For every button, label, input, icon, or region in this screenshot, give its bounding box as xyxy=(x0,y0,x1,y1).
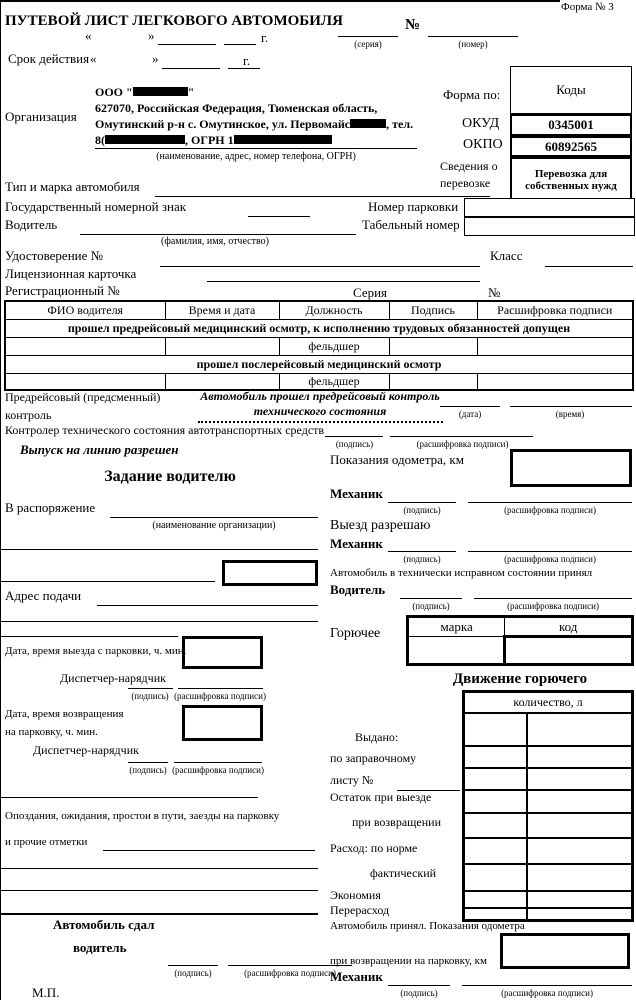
perevozka-box xyxy=(510,157,632,203)
fuel-type-table xyxy=(406,615,634,666)
controller-label: Контролер технического состояния автотранспортных средств xyxy=(5,423,325,437)
okpo-value-box xyxy=(510,136,632,157)
delays-label-1: Опоздания, ожидания, простои в пути, заезды на парковку xyxy=(5,810,280,822)
fuel-row-listu xyxy=(464,768,633,790)
fuel-cell xyxy=(464,813,527,838)
udostoverenie-line xyxy=(160,266,480,267)
notes-blank-line-2 xyxy=(0,868,318,869)
odometer-value-box xyxy=(510,449,632,487)
redaction-bar xyxy=(133,87,188,96)
car-accepted-label-1: Автомобиль принял. Показания одометра xyxy=(330,920,525,932)
form-number-note: Форма № 3 xyxy=(561,1,614,13)
parking-number-box xyxy=(464,198,635,217)
task-blank-line-1 xyxy=(0,549,318,550)
dispatcher1-signature-line xyxy=(128,688,173,689)
redaction-bar xyxy=(105,135,185,144)
org-phone-prefix: 8( xyxy=(95,133,105,147)
task-blank-line-2 xyxy=(0,581,215,582)
org-name-caption: (наименование организации) xyxy=(152,520,276,531)
signature-name-caption: (расшифровка подписи) xyxy=(504,554,596,564)
fuel-marka-cell xyxy=(408,637,505,665)
tab-number-label: Табельный номер xyxy=(362,217,460,232)
mechanic1-signature-line xyxy=(388,502,456,503)
fuel-kod-cell xyxy=(505,637,633,665)
parking-number-label: Номер парковки xyxy=(368,199,459,214)
okud-value-box xyxy=(510,114,632,136)
good-condition-label: Автомобиль в технически исправном состоянии принял xyxy=(330,567,593,579)
signature-name-caption: (расшифровка подписи) xyxy=(172,765,264,775)
fuel-label-rashod-fact: фактический xyxy=(370,866,437,880)
signature-name-caption: (расшифровка подписи) xyxy=(501,988,593,998)
delays-label-2: и прочие отметки xyxy=(5,836,88,848)
fuel-cell xyxy=(464,746,527,768)
fuel-marka-header: марка xyxy=(408,617,505,637)
dispatcher2-signature-line xyxy=(128,762,168,763)
mechanic2-signature-line xyxy=(388,551,456,552)
redaction-bar xyxy=(350,119,386,128)
fuel-label-zapravochny: по заправочному xyxy=(330,751,417,765)
mechanic3-name-line xyxy=(462,985,632,986)
number-sign: № xyxy=(405,17,421,33)
signature-caption: (подпись) xyxy=(131,691,169,701)
tech-control-passed-1: Автомобиль прошел предрейсовый контроль xyxy=(200,389,440,403)
fuel-label-ekonomia: Экономия xyxy=(330,888,381,902)
driver-task-title: Задание водителю xyxy=(104,468,236,485)
fuel-cell xyxy=(464,790,527,813)
fuel-label-vydano: Выдано: xyxy=(355,730,399,744)
departure-allowed-label: Выезд разрешаю xyxy=(330,518,431,533)
fuel-type-data-row xyxy=(408,637,633,665)
notes-blank-line-1 xyxy=(0,797,258,798)
med-feldsher-2: фельдшер xyxy=(279,373,389,390)
organization-underline xyxy=(95,148,417,149)
series-blank-line xyxy=(338,36,398,37)
mechanic-label-2: Механик xyxy=(330,536,383,551)
redaction-bar xyxy=(234,135,332,144)
v-rasporyazhenie-line xyxy=(110,517,318,518)
okpo-value: 60892565 xyxy=(545,138,597,154)
mechanic-label-3: Механик xyxy=(330,969,383,984)
fuel-qty-header-row xyxy=(464,692,633,713)
med-cell-empty xyxy=(5,337,165,355)
med-cell-empty xyxy=(477,337,633,355)
fuel-cell xyxy=(527,790,633,813)
org-name-prefix: ООО " xyxy=(95,85,133,99)
notes-blank-line-3 xyxy=(0,890,318,891)
stamp-place-label: М.П. xyxy=(32,985,60,1000)
pretrip-control-label-1: Предрейсовый (предсменный) xyxy=(5,390,161,404)
organization-caption: (наименование, адрес, номер телефона, ОГРН) xyxy=(156,151,356,162)
signature-name-caption: (расшифровка подписи) xyxy=(244,968,336,978)
return-time-box xyxy=(182,705,263,741)
fuel-label-listu: листу № xyxy=(330,773,374,787)
okud-label: ОКУД xyxy=(462,116,500,131)
udostoverenie-label: Удостоверение № xyxy=(5,248,104,263)
fuel-label-ostatok-vyezd: Остаток при выезде xyxy=(330,790,432,804)
pretrip-control-label-2: контроль xyxy=(5,408,52,422)
med-cell-empty xyxy=(165,373,279,390)
departure-line xyxy=(0,636,178,637)
perevozka-value: Перевозка для собственных нужд xyxy=(525,168,617,192)
med-pretrip-note: прошел предрейсовый медицинский осмотр, к исполнению трудовых обязанностей допущен xyxy=(5,319,633,337)
adres-podachi-label: Адрес подачи xyxy=(5,588,82,603)
car-accepted-label-2: при возвращении на парковку, км xyxy=(330,955,487,967)
vehicle-type-label: Тип и марка автомобиля xyxy=(5,179,140,194)
med-cell-empty xyxy=(389,373,477,390)
driver-label: Водитель xyxy=(5,217,58,232)
page-top-border xyxy=(0,0,560,2)
med-posttrip-note-row xyxy=(5,355,633,373)
organization-phone-ogrn xyxy=(95,134,332,148)
kody-label: Коды xyxy=(556,82,586,97)
fuel-label-pererashod: Перерасход xyxy=(330,903,390,917)
med-feldsher-1: фельдшер xyxy=(279,337,389,355)
svedeniya-label-2: перевозке xyxy=(440,176,491,190)
time-caption: (время) xyxy=(555,409,585,419)
fuel-cell xyxy=(464,864,527,891)
signature-name-caption: (расшифровка подписи) xyxy=(507,601,599,611)
date-quote-open: « xyxy=(85,28,92,43)
car-returned-label-2: водитель xyxy=(73,940,127,955)
med-pretrip-note-row xyxy=(5,319,633,337)
med-cell-empty xyxy=(477,373,633,390)
klass-line xyxy=(545,266,633,267)
fuel-cell xyxy=(464,768,527,790)
date-year-abbr: г. xyxy=(261,30,269,45)
fuel-cell xyxy=(527,713,633,746)
validity-label: Срок действия xyxy=(8,51,90,66)
organization-name xyxy=(95,86,194,100)
fuel-label-rashod-norma: Расход: по норме xyxy=(330,841,418,855)
org-ogrn-text: , ОГРН 1 xyxy=(185,133,234,147)
signature-name-caption: (расшифровка подписи) xyxy=(174,691,266,701)
med-header-position: Должность xyxy=(279,301,389,319)
org-name-suffix: " xyxy=(187,85,195,99)
dispatcher-label-1: Диспетчер-нарядчик xyxy=(60,671,166,685)
med-cell-empty xyxy=(389,337,477,355)
page-title: ПУТЕВОЙ ЛИСТ ЛЕГКОВОГО АВТОМОБИЛЯ xyxy=(5,13,343,29)
kody-box xyxy=(510,66,632,114)
fuel-label: Горючее xyxy=(330,626,381,641)
fuel-movement-title: Движение горючего xyxy=(452,671,588,687)
med-pretrip-data-row xyxy=(5,337,633,355)
signature-name-caption: (расшифровка подписи) xyxy=(504,505,596,515)
org-tel-text: , тел. xyxy=(386,117,414,131)
delays-line xyxy=(103,850,315,851)
fuel-cell xyxy=(527,768,633,790)
med-posttrip-data-row xyxy=(5,373,633,390)
driver-signature-line xyxy=(400,598,462,599)
fuel-cell xyxy=(464,908,527,921)
driver-line xyxy=(80,234,356,235)
departure-time-box xyxy=(182,636,263,669)
car-returned-label-1: Автомобиль сдал xyxy=(53,917,155,932)
svedeniya-label-1: Сведения о xyxy=(440,159,498,173)
med-cell-empty xyxy=(5,373,165,390)
license-card-line xyxy=(207,281,480,282)
notes-blank-line-4 xyxy=(0,913,318,915)
fuel-row-zapravochny xyxy=(464,746,633,768)
med-header-row xyxy=(5,301,633,319)
fuel-qty-header: количество, л xyxy=(464,692,633,713)
mechanic2-name-line xyxy=(468,551,632,552)
med-header-signature: Подпись xyxy=(389,301,477,319)
page-left-border xyxy=(0,2,1,1000)
returned-signature-line xyxy=(168,965,218,966)
signature-caption: (подпись) xyxy=(129,765,167,775)
validity-day-line xyxy=(162,68,220,69)
date-day-line xyxy=(158,44,216,45)
medical-exam-table xyxy=(4,300,634,391)
tech-control-passed-2: технического состояния xyxy=(253,404,387,418)
fuel-cell xyxy=(527,746,633,768)
med-header-signature-name: Расшифровка подписи xyxy=(477,301,633,319)
fuel-cell xyxy=(527,891,633,908)
fuel-cell xyxy=(464,713,527,746)
signature-caption: (подпись) xyxy=(400,988,438,998)
date-blank-line xyxy=(440,406,500,407)
dispatcher2-name-line xyxy=(174,762,262,763)
med-header-fio: ФИО водителя xyxy=(5,301,165,319)
seriya-label: Серия xyxy=(353,285,388,300)
gos-znak-label: Государственный номерной знак xyxy=(5,199,187,214)
fuel-cell xyxy=(527,838,633,864)
series-caption: (серия) xyxy=(354,39,382,49)
time-blank-line xyxy=(510,406,632,407)
mechanic1-name-line xyxy=(468,502,632,503)
fuel-cell xyxy=(464,891,527,908)
task-value-box xyxy=(222,560,318,586)
signature-name-caption: (расшифровка подписи) xyxy=(416,439,509,449)
fuel-cell xyxy=(527,864,633,891)
v-rasporyazhenie-label: В распоряжение xyxy=(5,500,96,515)
dispatcher-label-2: Диспетчер-нарядчик xyxy=(33,743,139,757)
controller-name-line xyxy=(390,436,533,437)
fuel-row-ekonomia xyxy=(464,891,633,908)
return-odometer-box xyxy=(500,933,630,969)
mechanic-label-1: Механик xyxy=(330,486,383,501)
fuel-row-rashod-norma xyxy=(464,838,633,864)
fuel-row-vydano xyxy=(464,713,633,746)
license-card-label: Лицензионная карточка xyxy=(5,266,137,281)
return-time-label-2: на парковку, ч. мин. xyxy=(5,726,98,738)
odometer-label: Показания одометра, км xyxy=(330,452,464,467)
driver-name-line xyxy=(474,598,632,599)
fuel-cell xyxy=(527,813,633,838)
driver-accepted-label: Водитель xyxy=(330,582,386,597)
med-header-time: Время и дата xyxy=(165,301,279,319)
organization-address-2 xyxy=(95,118,413,132)
no-label: № xyxy=(488,285,501,300)
med-cell-empty xyxy=(165,337,279,355)
signature-caption: (подпись) xyxy=(174,968,212,978)
klass-label: Класс xyxy=(490,248,523,263)
signature-caption: (подпись) xyxy=(335,439,374,449)
fuel-movement-table xyxy=(462,690,634,922)
med-posttrip-note: прошел послерейсовый медицинский осмотр xyxy=(5,355,633,373)
gos-znak-line xyxy=(248,216,310,217)
validity-quote-open: « xyxy=(90,51,97,66)
number-caption: (номер) xyxy=(458,39,488,49)
validity-quote-close: » xyxy=(152,51,159,66)
fuel-row-rashod-fact xyxy=(464,864,633,891)
organization-label: Организация xyxy=(5,109,77,124)
return-time-label-1: Дата, время возвращения xyxy=(5,708,124,720)
org-street-text: Омутинский р-н с. Омутинское, ул. Первомайс xyxy=(95,117,351,131)
signature-caption: (подпись) xyxy=(403,554,441,564)
fuel-label-ostatok-vozvrat: при возвращении xyxy=(352,815,441,829)
fuel-row-ostatok-vozvrat xyxy=(464,813,633,838)
validity-year-abbr: г. xyxy=(243,53,251,68)
vypusk-label: Выпуск на линию разрешен xyxy=(20,442,179,457)
fuel-row-pererashod xyxy=(464,908,633,921)
date-quote-close: » xyxy=(148,28,155,43)
signature-caption: (подпись) xyxy=(412,601,450,611)
adres-podachi-line xyxy=(97,605,318,606)
fuel-cell xyxy=(527,908,633,921)
fuel-cell xyxy=(464,838,527,864)
fio-caption: (фамилия, имя, отчество) xyxy=(161,236,269,247)
organization-address-1: 627070, Российская Федерация, Тюменская область, xyxy=(95,101,378,115)
task-blank-line-3 xyxy=(0,621,318,622)
date-caption: (дата) xyxy=(458,409,482,419)
dispatcher1-name-line xyxy=(178,688,263,689)
fuel-kod-header: код xyxy=(505,617,633,637)
reg-number-label: Регистрационный № xyxy=(5,283,120,298)
mechanic3-signature-line xyxy=(388,985,450,986)
fuel-row-ostatok-vyezd xyxy=(464,790,633,813)
fuel-type-header-row xyxy=(408,617,633,637)
tab-number-box xyxy=(464,217,635,236)
departure-time-label: Дата, время выезда с парковки, ч. мин. xyxy=(5,645,187,657)
number-blank-line xyxy=(428,36,518,37)
okud-value: 0345001 xyxy=(548,117,594,132)
okpo-label: ОКПО xyxy=(463,137,503,152)
vehicle-type-line xyxy=(155,196,490,197)
controller-signature-line xyxy=(325,436,383,437)
signature-caption: (подпись) xyxy=(403,505,441,515)
forma-po-label: Форма по: xyxy=(443,87,501,102)
date-year-line xyxy=(224,44,256,45)
